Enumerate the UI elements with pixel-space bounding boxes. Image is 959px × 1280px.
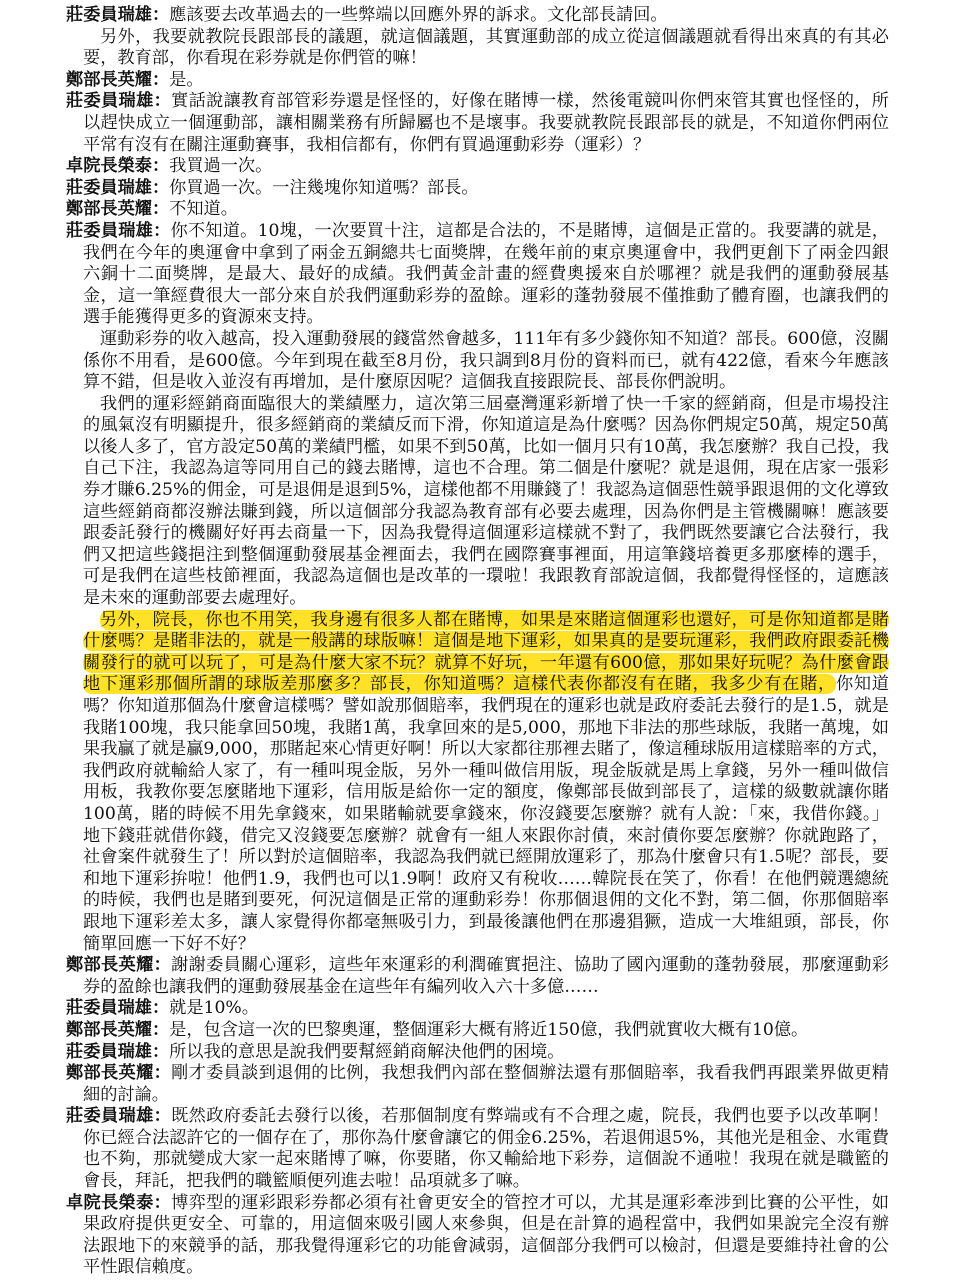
speech-paragraph (66, 199, 889, 221)
continuation-paragraph (66, 27, 889, 70)
speech-text: 實話說讓教育部管彩券還是怪怪的，好像在賭博一樣，然後電競叫你們來管其實也怪怪的，所以趕快成立一個運動部，讓相關業務有所歸屬也不是壞事。我要就教院長跟部長的就是，不知道你們兩位平常有沒有在關注運動賽事，我相信都有，你們有買過運動彩券（運彩）？ (83, 91, 889, 155)
speech-text: 是，包含這一次的巴黎奧運，整個運彩大概有將近150億，我們就實收大概有10億。 (169, 1019, 809, 1040)
paragraph-text: 運動彩券的收入越高，投入運動發展的錢當然會越多，111年有多少錢你知不知道？部長。600億，沒關係你不用看，是600億。今年到現在截至8月份，我只調到8月份的資料而已，就有422億，看來今年應該算不錯，但是收入並沒有再增加，是什麼原因呢？這個我直接跟院長、部長你們說明。 (83, 328, 889, 393)
speaker-name: 莊委員瑞雄： (66, 220, 171, 241)
speech-text: 剛才委員談到退佣的比例，我想我們內部在整個辦法還有那個賠率，我看我們再跟業界做更精細的討論。 (83, 1063, 889, 1105)
speaker-name: 卓院長榮泰： (66, 156, 170, 177)
speech-paragraph (66, 1020, 889, 1042)
speaker-name: 鄭部長英耀： (66, 1019, 170, 1040)
paragraph-text: 我們的運彩經銷商面臨很大的業績壓力，這次第三屆臺灣運彩新增了快一千家的經銷商，但是市場投注的風氣沒有明顯提升，很多經銷商的業績反而下滑，你知道這是為什麼嗎？因為你們規定50萬，規定50萬以後人多了，官方設定50萬的業績門檻，如果不到50萬，比如一個月只有10萬，我怎麼辦？我自己投，我自己下注，我認為這等同用自己的錢去賭博，這也不合理。第二個是什麼呢？就是退佣，現在店家一張彩券才賺6.25%的佣金，可是退佣是退到5%，這樣他都不用賺錢了！我認為這個惡性競爭跟退佣的文化導致這些經銷商都沒辦法賺到錢，所以這個部分我認為教育部有必要去處理，因為你們是主管機關嘛！應該要跟委託發行的機關好好再去商量一下，因為我覺得這個運彩這樣就不對了，我們既然要讓它合法發行，我們又把這些錢挹注到整個運動發展基金裡面去，我們在國際賽事裡面，用這筆錢培養更多那麼棒的選手，可是我們在這些枝節裡面，我認為這個也是改革的一環啦！我跟教育部說這個，我都覺得怪怪的，這應該是未來的運動部要去處理好。 (83, 393, 889, 609)
paragraph-text: 你知道嗎？你知道那個為什麼會這樣嗎？譬如說那個賠率，我們現在的運彩也就是政府委託去發行的是1.5，就是我賭100塊，我只能拿回50塊，我賭1萬，我拿回來的是5,000，那地下非法的那些球版，我賭一萬塊，如果我贏了就是贏9,000，那賭起來心情更好啊！所以大家都往那裡去賭了，像這種球版用這樣賠率的方式，我們政府就輸給人家了，有一種叫現金版，另外一種叫做信用版，現金版就是馬上拿錢，另外一種叫做信用板，我教你要怎麼賭地下運彩，信用版是給你一定的額度，像鄭部長做到部長了，這樣的級數就讓你賭100萬，賭的時候不用先拿錢來，如果賭輸就要拿錢來，你沒錢要怎麼辦？就有人說：「來，我借你錢。」地下錢莊就借你錢，借完又沒錢要怎麼辦？就會有一組人來跟你討債，來討債你要怎麼辦？你就跑路了，社會案件就發生了！所以對於這個賠率，我認為我們就已經開放運彩了，那為什麼會只有1.5呢？部長，要和地下運彩拚啦！他們1.9，我們也可以1.9啊！政府又有稅收……韓院長在笑了，你看！在他們競選總統的時候，我們也是賭到要死，何況這個是正常的運動彩券！你那個退佣的文化不對，第二個，你那個賠率跟地下運彩差太多，讓人家覺得你都毫無吸引力，到最後讓他們在那邊猖獗，造成一大堆組頭，部長，你簡單回應一下好不好？ (83, 674, 889, 954)
speech-paragraph (66, 5, 889, 27)
speaker-name: 卓院長榮泰： (66, 1192, 172, 1213)
speech-paragraph (66, 91, 889, 156)
speech-paragraph (66, 221, 889, 329)
speech-text: 你買過一次。一注幾塊你知道嗎？部長。 (169, 177, 479, 198)
speech-paragraph (66, 955, 889, 998)
speaker-name: 莊委員瑞雄： (66, 177, 170, 198)
continuation-paragraph (66, 394, 889, 610)
speaker-name: 鄭部長英耀： (66, 69, 170, 90)
speaker-name: 鄭部長英耀： (66, 199, 170, 220)
highlighted-text: 另外，院長，你也不用笑，我身邊有很多人都在賭博，如果是來賭這個運彩也還好，可是你知道都是賭什麼嗎？是賭非法的，就是一般講的球版嘛！這個是地下運彩，如果真的是要玩運彩，我們政府跟委託機關發行的就可以玩了，可是為什麼大家不玩？就算不好玩，一年還有600億，那如果好玩呢？為什麼會跟地下運彩那個所謂的球版差那麼多？部長，你知道嗎？這樣代表你都沒有在賭，我多少有在賭， (83, 609, 889, 695)
speech-text: 應該要去改革過去的一些弊端以回應外界的訴求。文化部長請回。 (169, 5, 668, 25)
paragraph-text: 另外，我要就教院長跟部長的議題，就這個議題，其實運動部的成立從這個議題就看得出來真的有其必要，教育部，你看現在彩券就是你們管的嘛！ (83, 26, 889, 69)
speech-text: 是。 (169, 69, 204, 90)
speaker-name: 莊委員瑞雄： (66, 5, 170, 25)
speech-text: 謝謝委員關心運彩，這些年來運彩的利潤確實挹注、協助了國內運動的蓬勃發展，那麼運動彩券的盈餘也讓我們的運動發展基金在這些年有編列收入六十多億…… (83, 955, 889, 997)
speech-text: 博弈型的運彩跟彩券都必須有社會更安全的管控才可以，尤其是運彩牽涉到比賽的公平性，如果政府提供更安全、可靠的，用這個來吸引國人來參與，但是在計算的過程當中，我們如果說完全沒有辦法跟地下的來競爭的話，那我覺得運彩它的功能會減弱，這個部分我們可以檢討，但還是要維持社會的公平性跟信賴度。 (83, 1192, 889, 1278)
speech-paragraph (66, 1106, 889, 1192)
speaker-name: 鄭部長英耀： (66, 1063, 172, 1084)
speech-paragraph (66, 156, 889, 178)
speaker-name: 莊委員瑞雄： (66, 998, 170, 1019)
speech-text: 就是10%。 (169, 998, 259, 1019)
speech-paragraph (66, 70, 889, 92)
speech-paragraph (66, 1042, 889, 1064)
speech-paragraph (66, 998, 889, 1020)
speech-text: 不知道。 (169, 199, 238, 220)
speaker-name: 莊委員瑞雄： (66, 1106, 172, 1127)
continuation-paragraph (66, 610, 889, 956)
continuation-paragraph (66, 329, 889, 394)
speaker-name: 莊委員瑞雄： (66, 1041, 170, 1062)
speech-paragraph (66, 1063, 889, 1106)
speech-paragraph (66, 1193, 889, 1279)
speech-text: 既然政府委託去發行以後，若那個制度有弊端或有不合理之處，院長，我們也要予以改革啊！你已經合法認許它的一個存在了，那你為什麼會讓它的佣金6.25%，若退佣退5%，其他光是租金、水電費也不夠，那就變成大家一起來賭博了嘛，你要賭，你又輸給地下彩券，這個說不通啦！我現在就是職籃的會長，拜託，把我們的職籃順便列進去啦！品項就多了嘛。 (83, 1106, 889, 1192)
speech-text: 你不知道。10塊，一次要買十注，這都是合法的，不是賭博，這個是正當的。我要講的就是，我們在今年的奧運會中拿到了兩金五銅總共七面獎牌，在幾年前的東京奧運會中，我們更創下了兩金四銀六銅十二面獎牌，是最大、最好的成績。我們黃金計畫的經費奧援來自於哪裡？就是我們的運動發展基金，這一筆經費很大一部分來自於我們運動彩券的盈餘。運彩的蓬勃發展不僅推動了體育圈，也讓我們的選手能獲得更多的資源來支持。 (83, 220, 889, 328)
speech-text: 所以我的意思是說我們要幫經銷商解決他們的困境。 (169, 1041, 565, 1062)
speech-paragraph (66, 178, 889, 200)
speaker-name: 莊委員瑞雄： (66, 91, 172, 112)
speech-text: 我買過一次。 (169, 156, 273, 177)
speaker-name: 鄭部長英耀： (66, 955, 172, 976)
